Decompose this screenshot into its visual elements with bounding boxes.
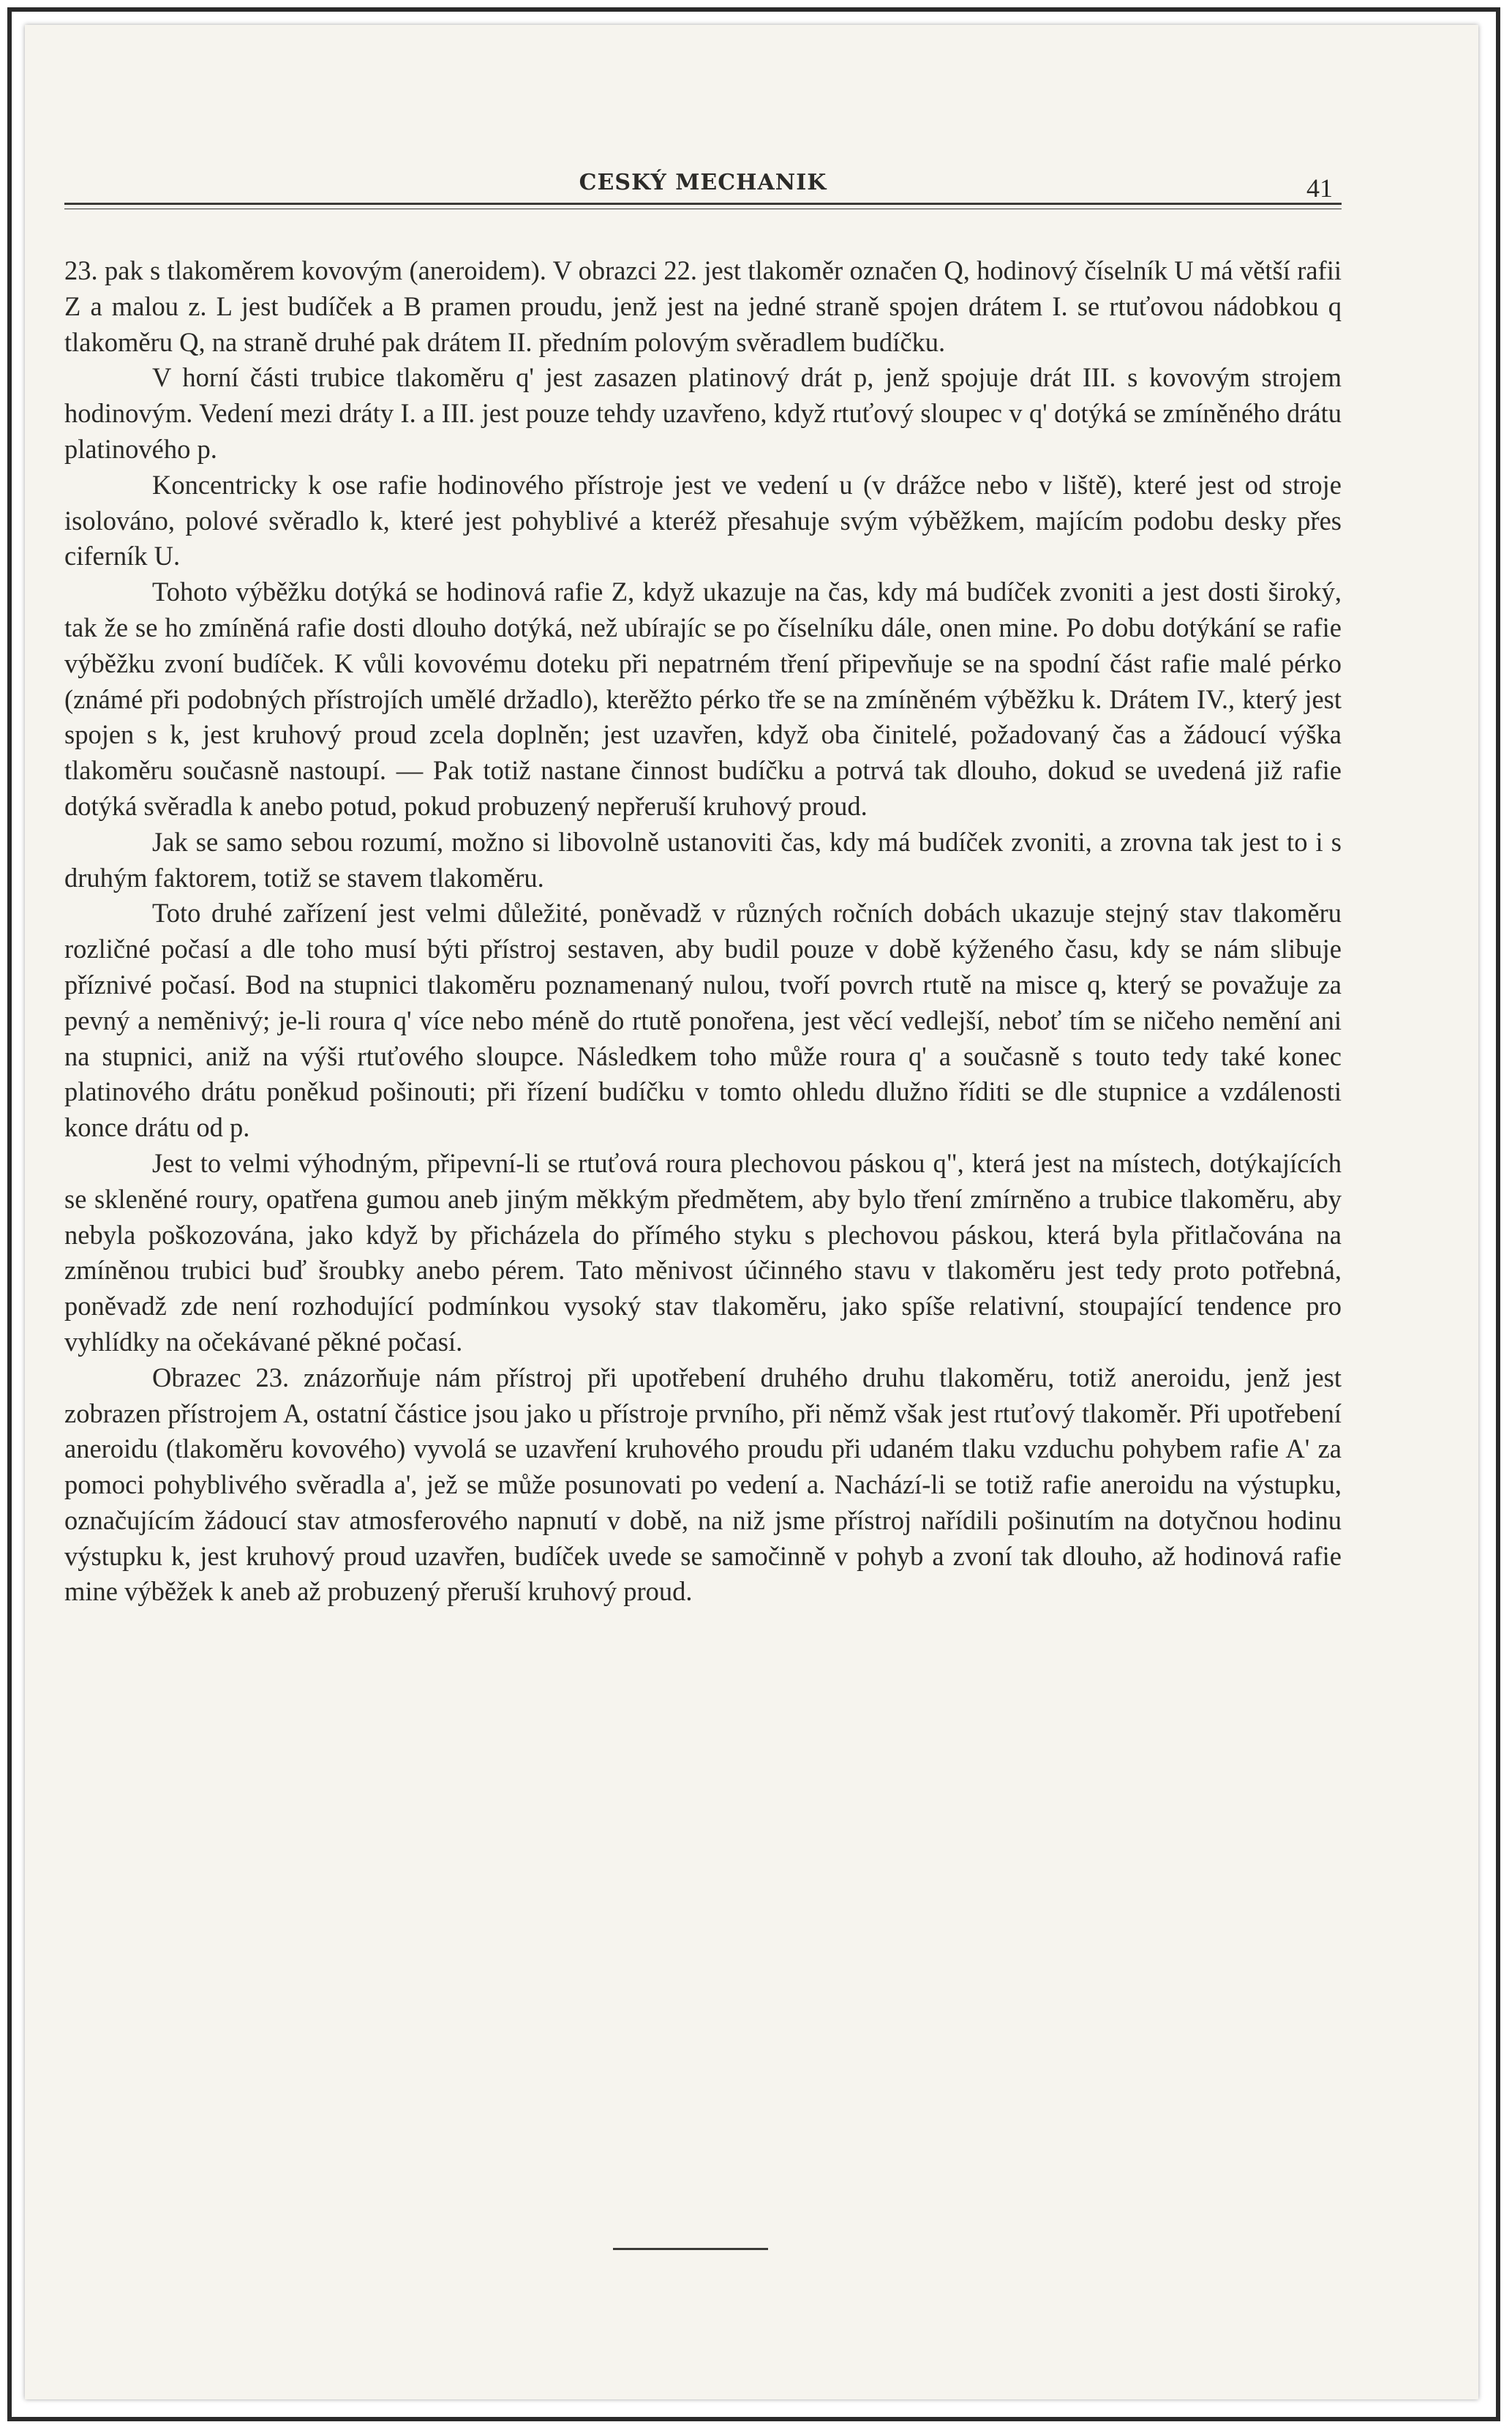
page-number: 41 <box>1306 173 1333 203</box>
paragraph-8: Obrazec 23. znázorňuje nám přístroj při upotřebení druhého druhu tlakoměru, totiž aneroidu, jenž jest zobrazen přístrojem A, ostatní částice jsou jako u přístroje prvního, při němž však jest rtuťový tlakoměr. Při upotřebení aneroidu (tlakoměru kovového) vyvolá se uzavření kruhového proudu při udaném tlaku vzduchu pohybem rafie A' za pomoci pohyblivého svěradla a', jež se může posunovati po vedení a. Nachází-li se totiž rafie aneroidu na výstupku, označujícím žádoucí stav atmosferového napnutí v době, na niž jsme přístroj nařídili pošinutím na dotyčnou hodinu výstupku k, jest kruhový proud uzavřen, budíček uvede se samočinně v pohyb a zvoní tak dlouho, až hodinová rafie mine výběžek k aneb až probuzený přeruší kruhový proud. <box>64 1362 1342 1607</box>
article-body <box>64 253 1342 1610</box>
paragraph-1: 23. pak s tlakoměrem kovovým (aneroidem). V obrazci 22. jest tlakoměr označen Q, hodinový číselník U má větší rafii Z a malou z. L jest budíček a B pramen proudu, jenž jest na jedné straně spojen drátem I. se rtuťovou nádobkou q tlakoměru Q, na straně druhé pak drátem II. předním polovým svěradlem budíčku. <box>64 255 1342 357</box>
page-header <box>64 143 1342 203</box>
paragraph-6: Toto druhé zařízení jest velmi důležité, poněvadž v různých ročních dobách ukazuje stejný stav tlakoměru rozličné počasí a dle toho musí býti přístroj sestaven, aby budil pouze v době kýženého času, kdy se nám slibuje příznivé počasí. Bod na stupnici tlakoměru poznamenaný nulou, tvoří povrch rtutě na misce q, který se považuje za pevný a neměnivý; je-li roura q' více nebo méně do rtutě ponořena, jest věcí vedlejší, neboť tím se ničeho nemění ani na stupnici, aniž na výši rtuťového sloupce. Následkem toho může roura q' a současně s touto tedy také konec platinového drátu poněkud pošinouti; při řízení budíčku v tomto ohledu dlužno říditi se dle stupnice a vzdálenosti konce drátu od p. <box>64 898 1342 1143</box>
paragraph-3: Koncentricky k ose rafie hodinového přístroje jest ve vedení u (v drážce nebo v liště), které jest od stroje isolováno, polové svěradlo k, které jest pohyblivé a kteréž přesahuje svým výběžkem, majícím podobu desky přes ciferník U. <box>64 469 1342 571</box>
paragraph-7: Jest to velmi výhodným, připevní-li se rtuťová roura plechovou páskou q", která jest na místech, dotýkajících se skleněné roury, opatřena gumou aneb jiným měkkým předmětem, aby bylo tření zmírněno a trubice tlakoměru, aby nebyla poškozována, jako když by přicházela do přímého styku s plechovou páskou, která byla přitlačována na zmíněnou trubici buď šroubky anebo pérem. Tato měnivost účinného stavu v tlakoměru jest tedy proto potřebná, poněvadž zde není rozhodující podmínkou vysoký stav tlakoměru, jako spíše relativní, stoupající tendence pro vyhlídky na očekávané pěkné počasí. <box>64 1147 1342 1357</box>
paragraph-2: V horní části trubice tlakoměru q' jest zasazen platinový drát p, jenž spojuje drát III. s kovovým strojem hodinovým. Vedení mezi dráty I. a III. jest pouze tehdy uzavřeno, když rtuťový sloupec v q' dotýká se zmíněného drátu platinového p. <box>64 362 1342 464</box>
end-of-article-rule <box>613 2248 768 2250</box>
paragraph-5: Jak se samo sebou rozumí, možno si libovolně ustanoviti čas, kdy má budíček zvoniti, a zrovna tak jest to i s druhým faktorem, totiž se stavem tlakoměru. <box>64 826 1342 893</box>
header-rule-thick <box>64 203 1342 205</box>
running-title: CESKÝ MECHANIK <box>579 170 827 195</box>
paragraph-4: Tohoto výběžku dotýká se hodinová rafie Z, když ukazuje na čas, kdy má budíček zvoniti a jest dosti široký, tak že se ho zmíněná rafie dosti dlouho dotýká, než ubírajíc se po číselníku dále, onen mine. Po dobu dotýkání se rafie výběžku zvoní budíček. K vůli kovovému doteku při nepatrném tření připevňuje se na spodní část rafie malé pérko (známé při podobných přístrojích umělé držadlo), kterěžto pérko tře se na zmíněném výběžku k. Drátem IV., který jest spojen s k, jest kruhový proud zcela doplněn; jest uzavřen, když oba činitelé, požadovaný čas a žádoucí výška tlakoměru současně nastoupí. — Pak totiž nastane činnost budíčku a potrvá tak dlouho, dokud se uvedená již rafie dotýká svěradla k anebo potud, pokud probuzený nepřeruší kruhový proud. <box>64 577 1342 821</box>
